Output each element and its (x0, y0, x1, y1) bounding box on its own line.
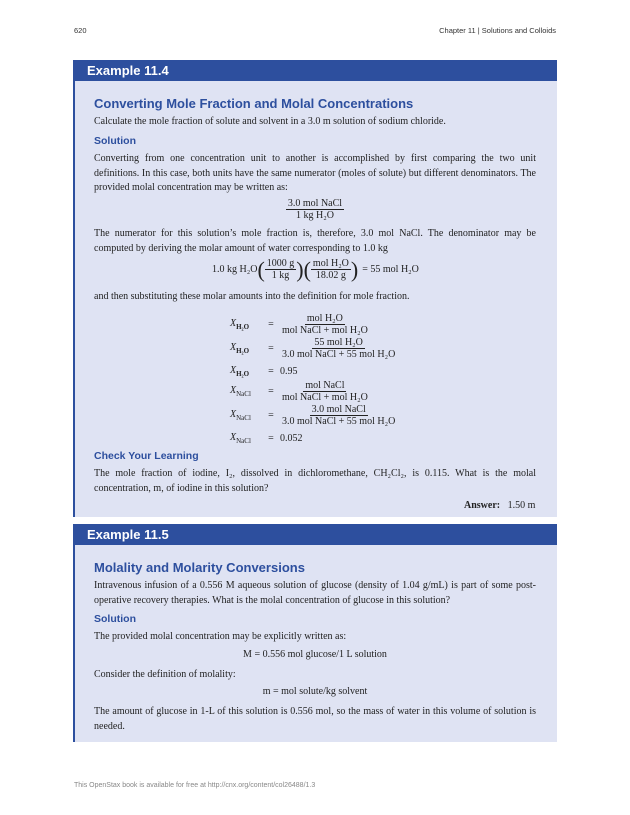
answer: Answer: 1.50 m (464, 500, 536, 511)
solution-paragraph-2: Consider the definition of molality: (94, 669, 236, 680)
example-heading: Molality and Molarity Conversions (94, 560, 305, 575)
water-moles-equation: 1.0 kg H₂O ( $\frac{1000 g}{1 kg}$ )( $\frac{\text{mol H₂O}}{18.02 g}$ ) = 55 mol H₂O (212, 256, 419, 282)
mole-fraction-expression: $\frac{\text{3.0 mol NaCl}}{\text{3.0 mol NaCl + 55 mol H₂O}}$ (282, 403, 396, 427)
mole-fraction-symbol: $X_{NaCl}$ (230, 384, 251, 398)
solution-label: Solution (94, 613, 136, 625)
example-title: Example 11.5 (75, 524, 557, 545)
mole-fraction-symbol: $X_{H_2O}$ (230, 341, 250, 355)
check-your-learning-label: Check Your Learning (94, 450, 199, 462)
equals-sign: = (268, 365, 274, 377)
mole-fraction-expression: $\frac{\text{mol NaCl}}{\text{mol NaCl + mol H₂O}}$ (282, 379, 368, 403)
example-intro: Calculate the mole fraction of solute and solvent in a 3.0 m solution of sodium chloride. (94, 116, 446, 127)
solution-paragraph-3: The amount of glucose in 1-L of this solution is 0.556 mol, so the mass of water in this volume of solution is needed. (94, 706, 536, 732)
solution-paragraph-2: The numerator for this solution’s mole fraction is, therefore, 3.0 mol NaCl. The denominator may be computed by deriving the molar amount of water corresponding to 1.0 kg (94, 228, 536, 254)
check-question: The mole fraction of iodine, I₂, dissolved in dichloromethane, CH₂Cl₂, is 0.115. What is the molal concentration, m, of iodine in this solution? (94, 468, 536, 494)
solution-paragraph-3: and then substituting these molar amounts into the definition for mole fraction. (94, 291, 410, 302)
example-intro: Intravenous infusion of a 0.556 M aqueous solution of glucose (density of 1.04 g/mL) is part of some post-operative recovery therapies. What is the molal concentration of glucose in this solution? (94, 580, 536, 606)
mole-fraction-row (230, 313, 370, 335)
molal-fraction: $\frac{\text{3.0 mol NaCl}}{\text{1 kg H₂O}}$ (287, 198, 343, 221)
mole-fraction-row (230, 404, 397, 426)
solution-label: Solution (94, 135, 136, 147)
equals-sign: = (268, 385, 274, 397)
equals-sign: = (268, 342, 274, 354)
equals-sign: = (268, 432, 274, 444)
mole-fraction-row (230, 337, 397, 359)
mole-fraction-symbol: $X_{NaCl}$ (230, 431, 251, 445)
molality-equation: m = mol solute/kg solvent (262, 686, 368, 697)
example-heading: Converting Mole Fraction and Molal Concentrations (94, 96, 414, 111)
mole-fraction-value: 0.95 (280, 365, 298, 377)
equals-sign: = (268, 318, 274, 330)
solution-paragraph-1: Converting from one concentration unit to another is accomplished by first comparing the two unit definitions. In this case, both units have the same numerator (moles of solute) but different denominators. The provided molal concentration may be written as: (94, 153, 536, 193)
mole-fraction-symbol: $X_{H_2O}$ (230, 364, 250, 378)
example-title: Example 11.4 (75, 60, 557, 81)
mole-fraction-value: 0.052 (280, 432, 303, 444)
footer-note: This OpenStax book is available for free at http://cnx.org/content/col26488/1.3 (74, 782, 316, 789)
mole-fraction-row (230, 427, 303, 449)
chapter-title: Chapter 11 | Solutions and Colloids (439, 26, 556, 35)
mole-fraction-symbol: $X_{H_2O}$ (230, 317, 250, 331)
mole-fraction-symbol: $X_{NaCl}$ (230, 408, 251, 422)
molarity-equation: M = 0.556 mol glucose/1 L solution (243, 649, 387, 660)
mole-fraction-row (230, 380, 370, 402)
mole-fraction-expression: $\frac{\text{mol H₂O}}{\text{mol NaCl + mol H₂O}}$ (282, 312, 368, 336)
mole-fraction-expression: $\frac{\text{55 mol H₂O}}{\text{3.0 mol NaCl + 55 mol H₂O}}$ (282, 336, 396, 360)
equals-sign: = (268, 409, 274, 421)
page-number: 620 (74, 26, 87, 35)
solution-paragraph-1: The provided molal concentration may be explicitly written as: (94, 631, 347, 642)
